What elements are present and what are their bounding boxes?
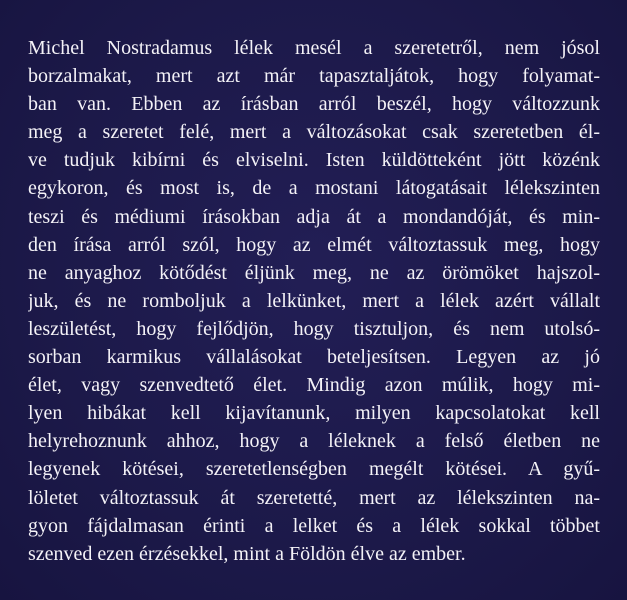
text-line: den írása arról szól, hogy az elmét változtassuk meg, hogy — [28, 233, 600, 256]
text-line: ve tudjuk kibírni és elviselni. Isten küldötteként jött közénk — [28, 149, 600, 172]
text-line: helyrehoznunk ahhoz, hogy a léleknek a felső életben ne — [28, 430, 600, 453]
text-line: egykoron, és most is, de a mostani látogatásait lélekszinten — [28, 177, 600, 200]
text-line: löletet változtassuk át szeretetté, mert az lélekszinten na- — [28, 486, 600, 509]
text-line: ne anyaghoz kötődést éljünk meg, ne az örömöket hajszol- — [28, 261, 600, 284]
text-line-last: szenved ezen érzésekkel, mint a Földön élve az ember. — [28, 542, 466, 565]
text-line: legyenek kötései, szeretetlenségben megélt kötései. A gyű- — [28, 458, 600, 481]
text-line: meg a szeretet felé, mert a változásokat csak szeretetben él- — [28, 121, 600, 144]
body-paragraph — [28, 34, 600, 568]
text-line: juk, és ne romboljuk a lelkünket, mert a lélek azért vállalt — [28, 289, 600, 312]
text-line: sorban karmikus vállalásokat beteljesítsen. Legyen az jó — [28, 346, 600, 369]
text-line: leszületést, hogy fejlődjön, hogy tisztuljon, és nem utolsó- — [28, 317, 600, 340]
text-line: lyen hibákat kell kijavítanunk, milyen kapcsolatokat kell — [28, 402, 600, 425]
text-line: gyon fájdalmasan érinti a lelket és a lélek sokkal többet — [28, 514, 600, 537]
text-line: borzalmakat, mert azt már tapasztaljátok, hogy folyamat- — [28, 65, 600, 88]
text-line: teszi és médiumi írásokban adja át a mondandóját, és min- — [28, 205, 600, 228]
text-line: élet, vagy szenvedtető élet. Mindig azon múlik, hogy mi- — [28, 374, 600, 397]
text-line: ban van. Ebben az írásban arról beszél, hogy változzunk — [28, 93, 600, 116]
text-line: Michel Nostradamus lélek mesél a szeretetről, nem jósol — [28, 37, 600, 59]
